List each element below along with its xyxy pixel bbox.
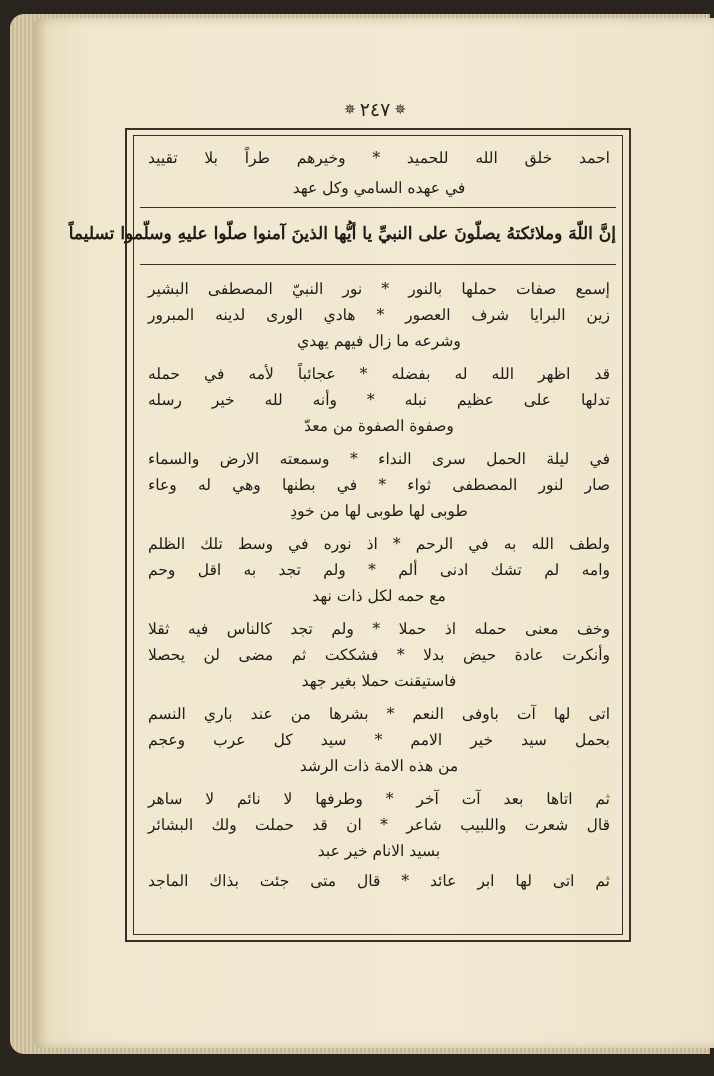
page-number-header: [330, 96, 420, 124]
poem-line: ولطف الله به في الرحم * اذ نوره في وسط تلك الظلم: [148, 535, 610, 553]
ornament-left-icon: ✵: [343, 102, 356, 118]
page-number: ٢٤٧: [359, 99, 391, 121]
poem-line: بحمل سيد خير الامم * سيد كل عرب وعجم: [148, 731, 610, 749]
poem-line: طوبى لها طوبى لها من خودِ: [290, 502, 468, 520]
divider: [140, 264, 616, 265]
poem-line: زين البرايا شرف العصور * هادي الورى لدينه المبرور: [148, 306, 610, 324]
quran-verse: إنَّ اللّهَ وملائكتهُ يصلّونَ على النبيِّ يا أيُّها الذينَ آمنوا صلّوا عليهِ وسلّموا تسليماً: [68, 224, 616, 244]
poem-line: ثم اتى لها ابر عائد * قال متى جئت بذاك الماجد: [148, 872, 610, 890]
header-line: في عهده السامي وكل عهد: [292, 179, 466, 197]
header-line: احمد خلق الله للحميد * وخيرهم طراً بلا تقييد: [148, 149, 610, 167]
poem-line: وشرعه ما زال فيهم يهدي: [297, 332, 461, 350]
poem-line: وأنكرت عادة حيض بدلا * فشككت ثم مضى لن يحصلا: [148, 646, 610, 664]
poem-content: [68, 140, 616, 930]
poem-line: ثم اتاها بعد آت آخر * وطرفها لا نائم لا ساهر: [148, 790, 610, 808]
ornament-right-icon: ✵: [394, 102, 407, 118]
poem-line: وامه لم تشك ادنى ألم * ولم تجد به اقل وحم: [148, 561, 610, 579]
poem-line: من هذه الامة ذات الرشد: [299, 757, 459, 775]
poem-line: وصفوة الصفوة من معدّ: [304, 417, 454, 435]
divider: [140, 207, 616, 208]
poem-line: مع حمه لكل ذات نهد: [312, 587, 446, 605]
poem-line: فاستيقنت حملا بغير جهد: [301, 672, 457, 690]
poem-line: صار لنور المصطفى ثواء * في بطنها وهي له وعاء: [148, 476, 610, 494]
poem-line: إسمع صفات حملها بالنور * نور النبيّ المصطفى البشير: [148, 280, 610, 298]
poem-line: تدلها على عظيم نبله * وأنه لله خير رسله: [148, 391, 610, 409]
poem-line: قد اظهر الله له بفضله * عجائباً لأمه في حمله: [148, 365, 610, 383]
poem-line: في ليلة الحمل سرى النداء * وسمعته الارض والسماء: [148, 450, 610, 468]
poem-line: اتى لها آت باوفى النعم * بشرها من عند باري النسم: [148, 705, 610, 723]
poem-line: وخف معنى حمله اذ حملا * ولم تجد كالناس فيه ثقلا: [148, 620, 610, 638]
poem-line: قال شعرت واللبيب شاعر * ان قد حملت ولك البشائر: [148, 816, 610, 834]
poem-line: بسيد الانام خير عبد: [317, 842, 441, 860]
